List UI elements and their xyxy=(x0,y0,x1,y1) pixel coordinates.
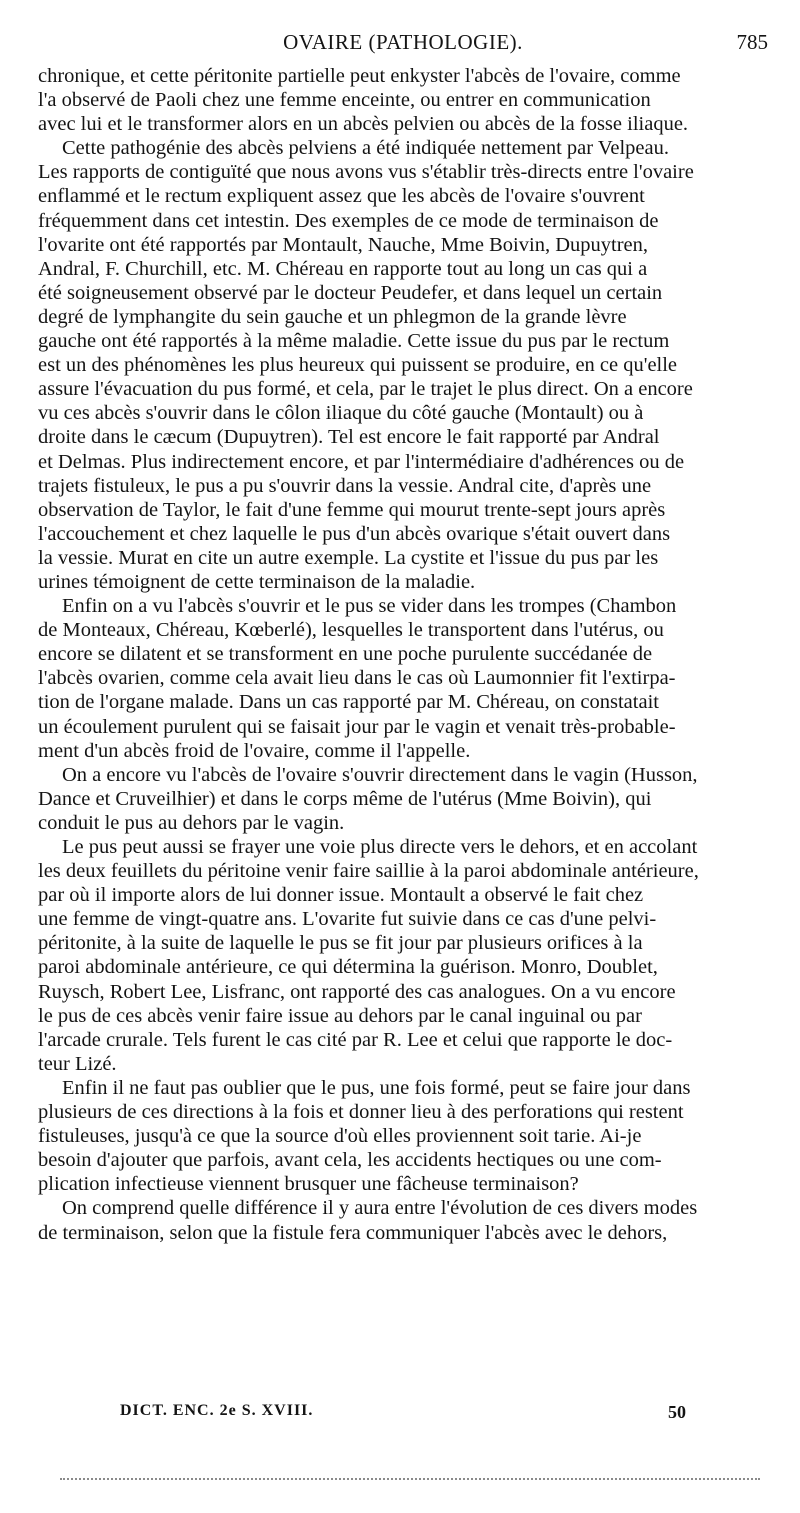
dotted-rule xyxy=(60,1478,760,1480)
paragraph-1: chronique, et cette péritonite partielle peut enkyster l'abcès de l'ovaire, comme l'a observé de Paoli chez une femme enceinte, ou entrer en communication avec lui et le transformer alors en un abcès pelvien ou abcès de la fosse iliaque. xyxy=(38,65,689,136)
paragraph-7: On comprend quelle différence il y aura entre l'évolution de ces divers modes de terminaison, selon que la fistule fera communiquer l'abcès avec le dehors, xyxy=(38,1197,698,1244)
paragraph-3: Enfin on a vu l'abcès s'ouvrir et le pus se vider dans les trompes (Chambon de Monteaux, Chéreau, Kœberlé), lesquelles le transportent dans l'utérus, ou encore se dilatent et se transforment en une poche purulente succédanée de l'abcès ovarien, comme cela avait lieu dans le cas où Laumonnier fit l'extirpa- tion de l'organe malade. Dans un cas rapporté par M. Chéreau, on constatait un écoulement purulent qui se faisait jour par le vagin et venait très-probable- ment d'un abcès froid de l'ovaire, comme il l'appelle. xyxy=(38,595,677,762)
paragraph-5: Le pus peut aussi se frayer une voie plus directe vers le dehors, et en accolant les deux feuillets du péritoine venir faire saillie à la paroi abdominale antérieure, par où il importe alors de lui donner issue. Montault a observé le fait chez une femme de vingt-quatre ans. L'ovarite fut suivie dans ce cas d'une pelvi- péritonite, à la suite de laquelle le pus se fit jour par plusieurs orifices à la paroi abdominale antérieure, ce qui détermina la guérison. Monro, Doublet, Ruysch, Robert Lee, Lisfranc, ont rapporté des cas analogues. On a vu encore le pus de ces abcès venir faire issue au dehors par le canal inguinal ou par l'arcade crurale. Tels furent le cas cité par R. Lee et celui que rapporte le doc- teur Lizé. xyxy=(38,836,699,1075)
paragraph-4: On a encore vu l'abcès de l'ovaire s'ouvrir directement dans le vagin (Husson, Dance et Cruveilhier) et dans le corps même de l'utérus (Mme Boivin), qui conduit le pus au dehors par le vagin. xyxy=(38,763,698,834)
running-title: OVAIRE (PATHOLOGIE). xyxy=(283,30,523,54)
page-number: 785 xyxy=(736,30,768,54)
paragraph-2: Cette pathogénie des abcès pelviens a été indiquée nettement par Velpeau. Les rapports de contiguïté que nous avons vus s'établir très-directs entre l'ovaire enflammé et le rectum expliquent assez que les abcès de l'ovaire s'ouvrent fréquemment dans cet intestin. Des exemples de ce mode de terminaison de l'ovarite ont été rapportés par Montault, Nauche, Mme Boivin, Dupuytren, Andral, F. Churchill, etc. M. Chéreau en rapporte tout au long un cas qui a été soigneusement observé par le docteur Peudefer, et dans lequel un certain degré de lymphangite du sein gauche et un phlegmon de la grande lèvre gauche ont été rapportés à la même maladie. Cette issue du pus par le rectum est un des phénomènes les plus heureux qui puissent se produire, en ce qu'elle assure l'évacuation du pus formé, et cela, par le trajet le plus direct. On a encore vu ces abcès s'ouvrir dans le côlon iliaque du côté gauche (Montault) ou à droite dans le cæcum (Dupuytren). Tel est encore le fait rapporté par Andral et Delmas. Plus indirectement encore, et par l'intermédiaire d'adhérences ou de trajets fistuleux, le pus a pu s'ouvrir dans la vessie. Andral cite, d'après une observation de Taylor, le fait d'une femme qui mourut trente-sept jours après l'accouchement et chez laquelle le pus d'un abcès ovarique s'était ouvert dans la vessie. Murat en cite un autre exemple. La cystite et l'issue du pus par les urines témoignent de cette terminaison de la maladie. xyxy=(38,137,694,593)
signature-number: 50 xyxy=(668,1402,686,1422)
printer-signature: DICT. ENC. 2e S. XVIII. xyxy=(120,1402,314,1419)
page-footer xyxy=(120,1402,720,1428)
body-text xyxy=(38,64,768,1245)
paragraph-6: Enfin il ne faut pas oublier que le pus, une fois formé, peut se faire jour dans plusieurs de ces directions à la fois et donner lieu à des perforations qui restent fistuleuses, jusqu'à ce que la source d'où elles proviennent soit tarie. Ai-je besoin d'ajouter que parfois, avant cela, les accidents hectiques ou une com- plication infectieuse viennent brusquer une fâcheuse terminaison? xyxy=(38,1076,691,1196)
page-header xyxy=(38,30,768,58)
